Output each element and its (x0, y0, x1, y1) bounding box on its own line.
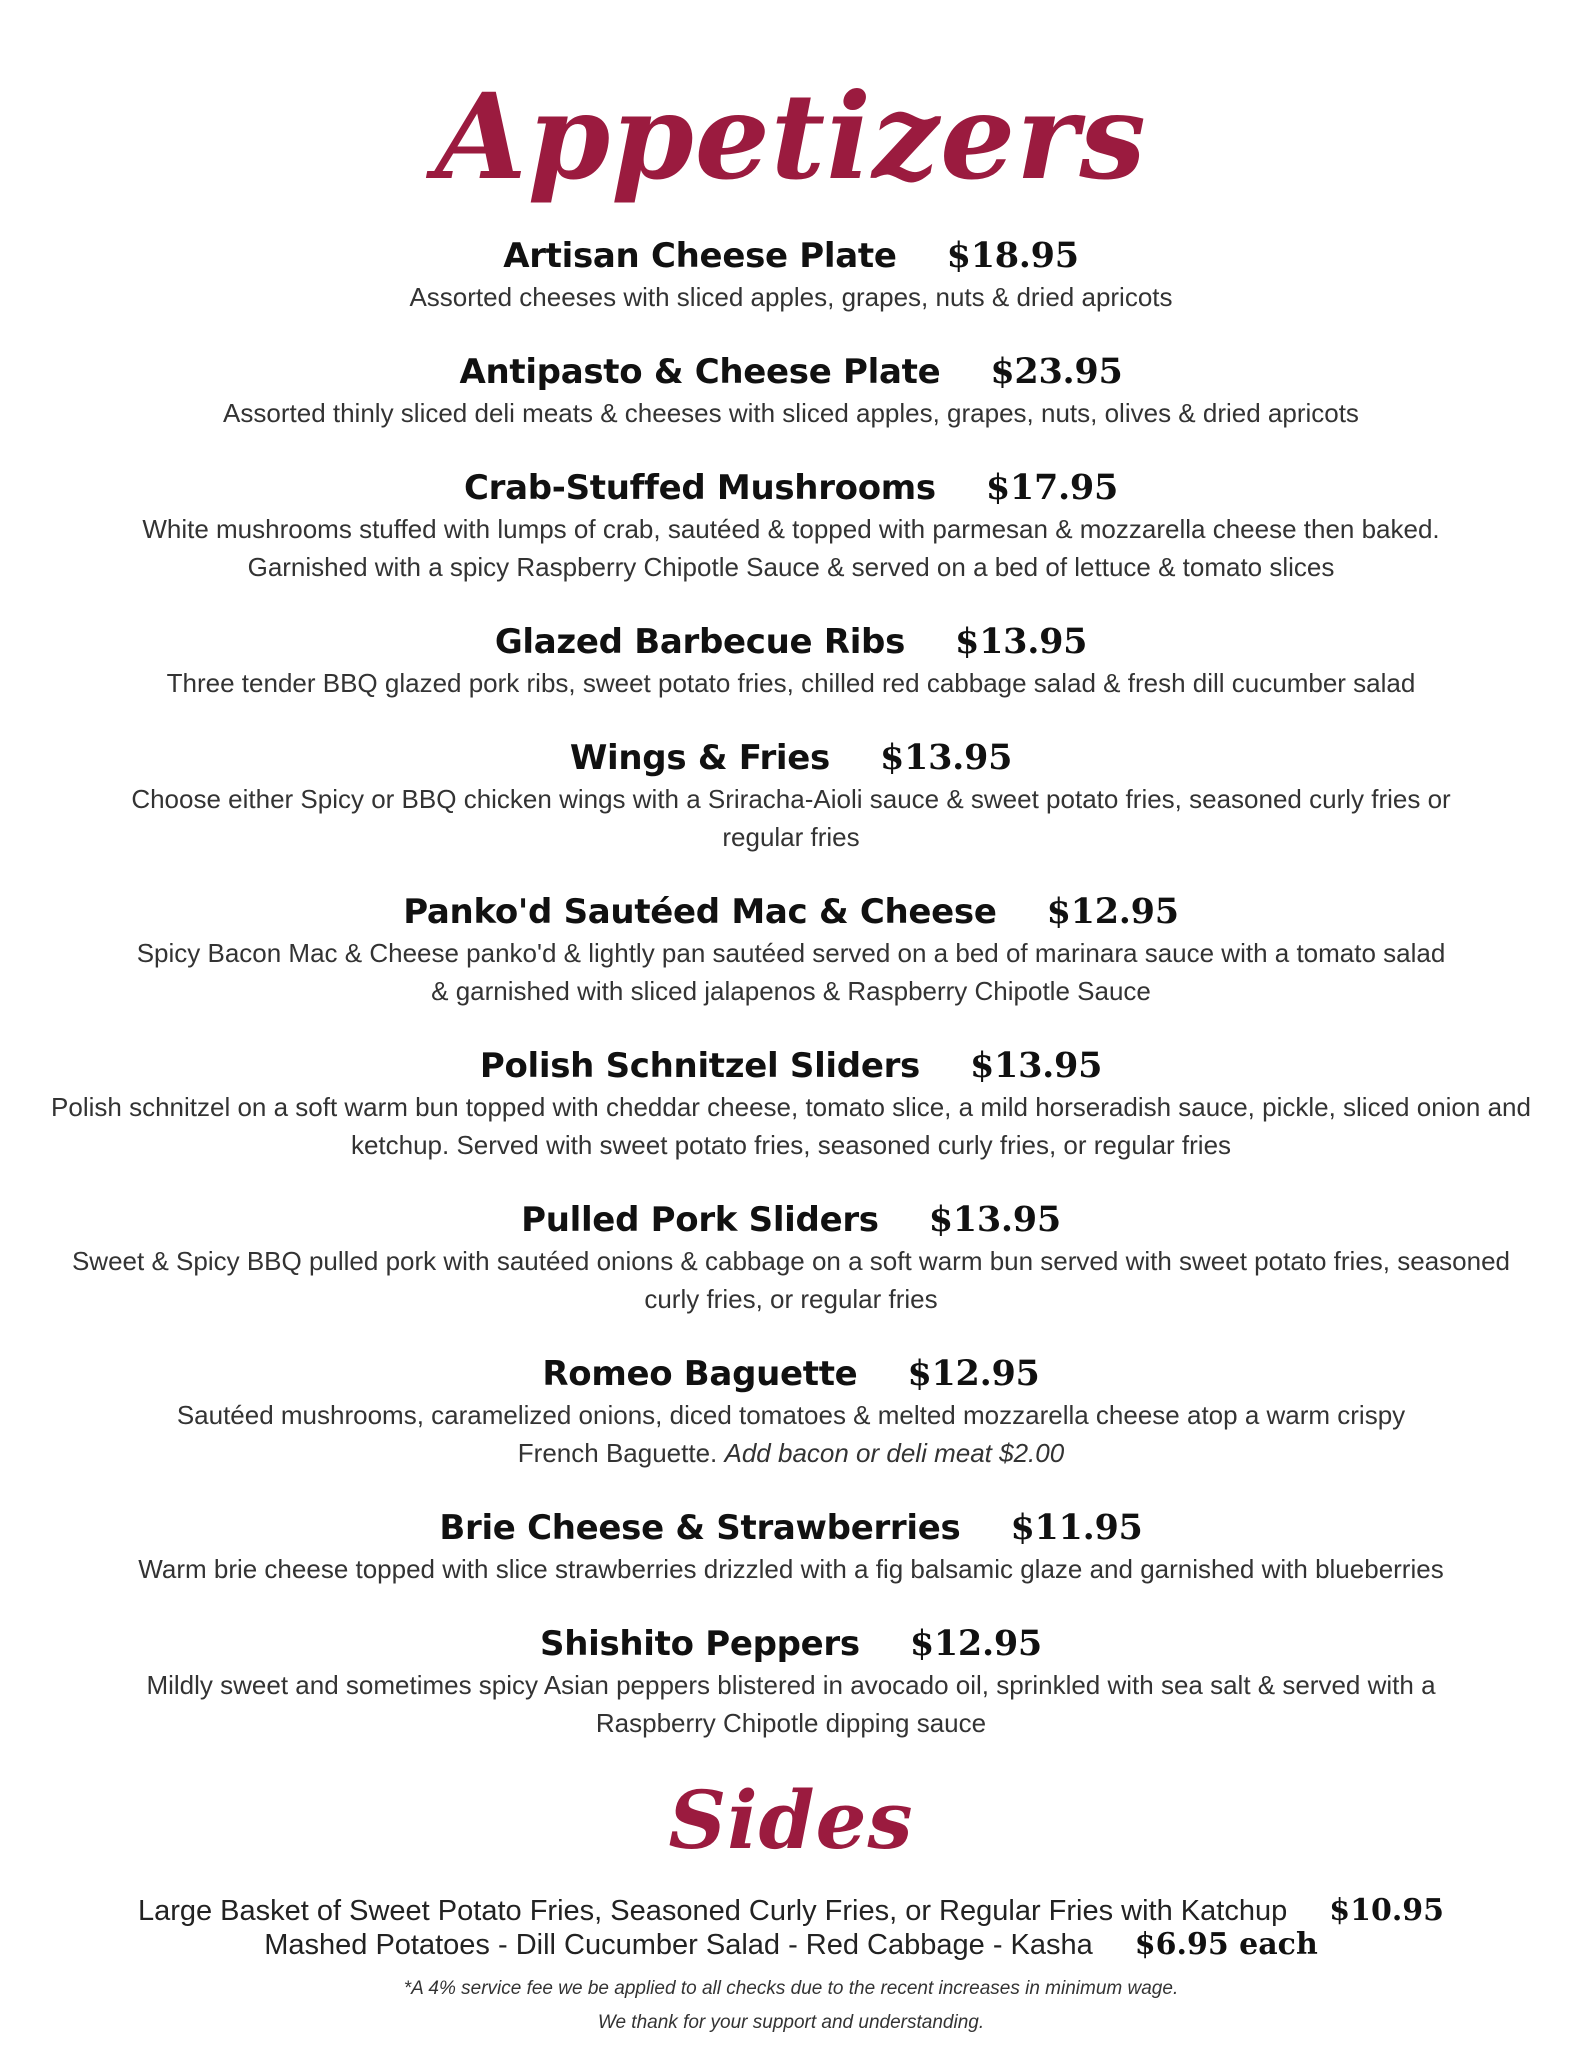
menu-item-header (0, 1622, 1582, 1666)
menu-item-description: White mushrooms stuffed with lumps of crab, sautéed & topped with parmesan & mozzarella cheese then baked. Garnished with a spicy Raspberry Chipotle Sauce & served on a bed of lettuce & tomato slices (142, 514, 1440, 582)
menu-item-name: Crab-Stuffed Mushrooms (463, 468, 936, 508)
side-item (0, 1928, 1582, 1962)
sides-heading: Sides (668, 1773, 914, 1867)
menu-item-description: Assorted thinly sliced deli meats & cheeses with sliced apples, grapes, nuts, olives & dried apricots (223, 398, 1359, 428)
menu-item-price: $18.95 (946, 235, 1079, 276)
appetizers-heading: Appetizers (435, 67, 1147, 206)
menu-item-description (151, 1396, 1431, 1472)
menu-item-header (0, 620, 1582, 664)
appetizers-list (0, 234, 1582, 1742)
menu-item (0, 466, 1582, 586)
menu-item-name: Glazed Barbecue Ribs (494, 622, 906, 662)
menu-item-header (0, 466, 1582, 510)
menu-item-price: $13.95 (879, 737, 1013, 778)
menu-item-name: Antipasto & Cheese Plate (459, 352, 941, 392)
menu-item-header (0, 1198, 1582, 1242)
menu-item-price: $13.95 (955, 621, 1088, 662)
side-item-price: $10.95 (1329, 1893, 1445, 1928)
menu-item-description: Spicy Bacon Mac & Cheese panko'd & lightly pan sautéed served on a bed of marinara sauce with a tomato salad & garnished with sliced jalapenos & Raspberry Chipotle Sauce (136, 938, 1446, 1006)
thanks-note: We thank for your support and understanding. (597, 2012, 985, 2033)
menu-item-description-text: Sautéed mushrooms, caramelized onions, diced tomatoes & melted mozzarella cheese atop a warm crispy French Baguette. (176, 1400, 1406, 1468)
footer-notes (0, 1972, 1582, 2040)
side-item-text: Large Basket of Sweet Potato Fries, Seasoned Curly Fries, or Regular Fries with Katchup (137, 1895, 1288, 1927)
menu-item (0, 1198, 1582, 1318)
menu-item (0, 1506, 1582, 1588)
menu-item-price: $13.95 (970, 1045, 1103, 1086)
side-item-price: $6.95 each (1134, 1927, 1318, 1962)
menu-item-name: Shishito Peppers (540, 1624, 860, 1664)
menu-item-header (0, 1044, 1582, 1088)
menu-item-price: $13.95 (928, 1199, 1061, 1240)
side-item-text: Mashed Potatoes - Dill Cucumber Salad - Red Cabbage - Kasha (264, 1929, 1093, 1961)
menu-item-price: $17.95 (985, 467, 1119, 508)
menu-item-name: Romeo Baguette (542, 1354, 858, 1394)
menu-item-header (0, 234, 1582, 278)
menu-item-price: $12.95 (907, 1353, 1040, 1394)
menu-item-name: Polish Schnitzel Sliders (479, 1046, 920, 1086)
menu-item-price: $11.95 (1010, 1507, 1143, 1548)
menu-item-name: Brie Cheese & Strawberries (439, 1508, 961, 1548)
side-item (0, 1894, 1582, 1928)
menu-item-description: Choose either Spicy or BBQ chicken wings with a Sriracha-Aioli sauce & sweet potato fries, seasoned curly fries or regular fries (131, 784, 1451, 852)
menu-item-name: Wings & Fries (569, 738, 830, 778)
menu-item-header (0, 890, 1582, 934)
menu-item-header (0, 1352, 1582, 1396)
menu-item-header (0, 350, 1582, 394)
menu-item-description: Three tender BBQ glazed pork ribs, sweet potato fries, chilled red cabbage salad & fresh dill cucumber salad (166, 668, 1416, 698)
menu-item-name: Panko'd Sautéed Mac & Cheese (403, 892, 997, 932)
menu-item-addon-note: Add bacon or deli meat $2.00 (724, 1438, 1065, 1468)
sides-list (0, 1894, 1582, 1962)
menu-item (0, 234, 1582, 316)
menu-item-header (0, 1506, 1582, 1550)
menu-item-header (0, 736, 1582, 780)
menu-item-description: Warm brie cheese topped with slice strawberries drizzled with a fig balsamic glaze and garnished with blueberries (138, 1554, 1444, 1584)
menu-item (0, 1044, 1582, 1164)
service-fee-note: *A 4% service fee we be applied to all checks due to the recent increases in minimum wage. (403, 1978, 1179, 1999)
menu-item-price: $12.95 (1046, 891, 1179, 932)
menu-item (0, 890, 1582, 1010)
menu-item (0, 620, 1582, 702)
menu-item (0, 350, 1582, 432)
menu-item (0, 1622, 1582, 1742)
menu-item (0, 1352, 1582, 1472)
menu-item-description: Polish schnitzel on a soft warm bun topped with cheddar cheese, tomato slice, a mild horseradish sauce, pickle, sliced onion and ketchup. Served with sweet potato fries, seasoned curly fries, or regular fries (51, 1092, 1531, 1160)
menu-item-description: Mildly sweet and sometimes spicy Asian peppers blistered in avocado oil, sprinkled with sea salt & served with a Raspberry Chipotle dipping sauce (146, 1670, 1436, 1738)
menu-item-price: $12.95 (909, 1623, 1042, 1664)
menu-item-name: Artisan Cheese Plate (503, 236, 897, 276)
menu-item-description: Assorted cheeses with sliced apples, grapes, nuts & dried apricots (409, 282, 1173, 312)
menu-item-description: Sweet & Spicy BBQ pulled pork with sautéed onions & cabbage on a soft warm bun served with sweet potato fries, seasoned curly fries, or regular fries (71, 1246, 1511, 1314)
menu-item-name: Pulled Pork Sliders (521, 1200, 879, 1240)
menu-item (0, 736, 1582, 856)
menu-item-price: $23.95 (990, 351, 1123, 392)
